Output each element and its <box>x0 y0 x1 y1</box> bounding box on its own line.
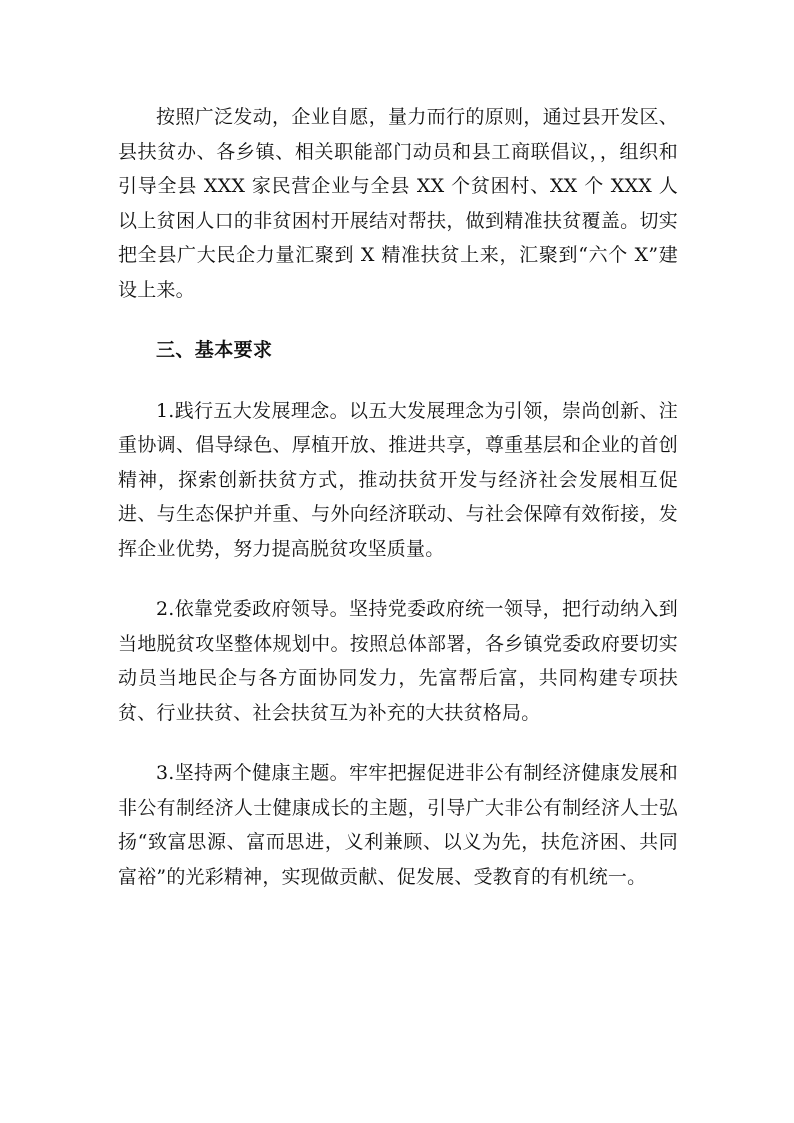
requirement-paragraph-1: 1.践行五大发展理念。以五大发展理念为引领，崇尚创新、注重协调、倡导绿色、厚植开放、推进共享，尊重基层和企业的首创精神，探索创新扶贫方式，推动扶贫开发与经济社会发展相互促进、与生态保护并重、与外向经济联动、与社会保障有效衔接，发挥企业优势，努力提高脱贫攻坚质量。 <box>118 399 678 560</box>
requirement-paragraph-2: 2.依靠党委政府领导。坚持党委政府统一领导，把行动纳入到当地脱贫攻坚整体规划中。按照总体部署，各乡镇党委政府要切实动员当地民企与各方面协同发力，先富帮后富，共同构建专项扶贫、行业扶贫、社会扶贫互为补充的大扶贫格局。 <box>118 598 678 724</box>
requirement-paragraph-3: 3.坚持两个健康主题。牢牢把握促进非公有制经济健康发展和非公有制经济人士健康成长的主题，引导广大非公有制经济人士弘扬“致富思源、富而思进，义利兼顾、以义为先，扶危济困、共同富裕”的光彩精神，实现做贡献、促发展、受教育的有机统一。 <box>118 762 678 888</box>
document-body <box>118 100 678 920</box>
intro-paragraph: 按照广泛发动，企业自愿，量力而行的原则，通过县开发区、县扶贫办、各乡镇、相关职能部门动员和县工商联倡议，，组织和引导全县 XXX 家民营企业与全县 XX 个贫困村、XX 个 XXX 人以上贫困人口的非贫困村开展结对帮扶，做到精准扶贫覆盖。切实把全县广大民企力量汇聚到 X 精准扶贫上来，汇聚到“六个 X”建设上来。 <box>118 106 678 301</box>
section-heading: 三、基本要求 <box>156 339 273 361</box>
